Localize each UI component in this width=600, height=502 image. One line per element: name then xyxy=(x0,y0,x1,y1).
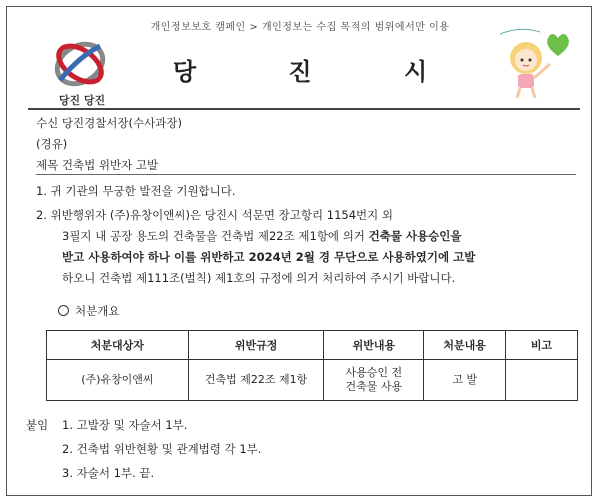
body-item-2-line-2-a: 3필지 내 공장 용도의 건축물을 건축법 제22조 제1항에 의거 xyxy=(62,229,369,243)
attachment-item: 3. 자술서 1부. 끝. xyxy=(62,466,155,480)
summary-heading xyxy=(58,303,119,319)
header-divider xyxy=(28,108,580,110)
via-line: (경유) xyxy=(36,137,68,151)
campaign-banner: 개인정보보호 캠페인 > 개인정보는 수집 목적의 범위에서만 이용 xyxy=(150,22,450,33)
summary-table xyxy=(46,330,578,401)
table-header-cell: 처분내용 xyxy=(424,331,506,360)
attachment-item: 1. 고발장 및 자술서 1부. xyxy=(62,418,188,432)
attachments-label: 붙임 xyxy=(26,418,49,432)
body-item-1: 1. 귀 기관의 무궁한 발전을 기원합니다. xyxy=(36,184,236,198)
table-cell-rule: 건축법 제22조 제1항 xyxy=(188,360,324,401)
subject-line: 제목 건축법 위반자 고발 xyxy=(36,158,159,172)
body-item-2-line-1: 2. 위반행위자 (주)유창이앤씨)은 당진시 석문면 장고항리 1154번지 외 xyxy=(36,208,394,222)
document-title: 당 진 시 xyxy=(172,58,470,86)
mascot-illustration xyxy=(490,24,580,102)
body-item-2-line-2 xyxy=(62,228,461,244)
attachment-item: 2. 건축법 위반현황 및 관계법령 각 1부. xyxy=(62,442,262,456)
body-item-2-line-4: 하오니 건축법 제111조(벌칙) 제1호의 규정에 의거 처리하여 주시기 바랍니다. xyxy=(62,271,456,285)
table-row xyxy=(47,360,578,401)
mascot-icon xyxy=(490,24,580,102)
table-cell-remark xyxy=(506,360,578,401)
subject-divider xyxy=(36,174,576,175)
violation-line-2: 건축물 사용 xyxy=(345,380,403,393)
table-cell-action: 고 발 xyxy=(424,360,506,401)
city-logo-text: 당진 당진 xyxy=(58,94,106,107)
circle-bullet-icon xyxy=(58,305,69,316)
body-item-2-line-2-b: 건축물 사용승인을 xyxy=(368,229,462,243)
table-header-cell: 처분대상자 xyxy=(47,331,189,360)
table-header-cell: 위반규정 xyxy=(188,331,324,360)
table-header-cell: 위반내용 xyxy=(324,331,424,360)
table-header-row xyxy=(47,331,578,360)
table-header-cell: 비고 xyxy=(506,331,578,360)
table-cell-target: (주)유창이앤씨 xyxy=(47,360,189,401)
violation-line-1: 사용승인 전 xyxy=(345,366,403,379)
recipient-line: 수신 당진경찰서장(수사과장) xyxy=(36,116,182,130)
table-cell-violation xyxy=(324,360,424,401)
summary-heading-text: 처분개요 xyxy=(75,304,120,318)
body-item-2-line-3: 받고 사용하여야 하나 이를 위반하고 2024년 2월 경 무단으로 사용하였기에 고발 xyxy=(62,250,476,264)
